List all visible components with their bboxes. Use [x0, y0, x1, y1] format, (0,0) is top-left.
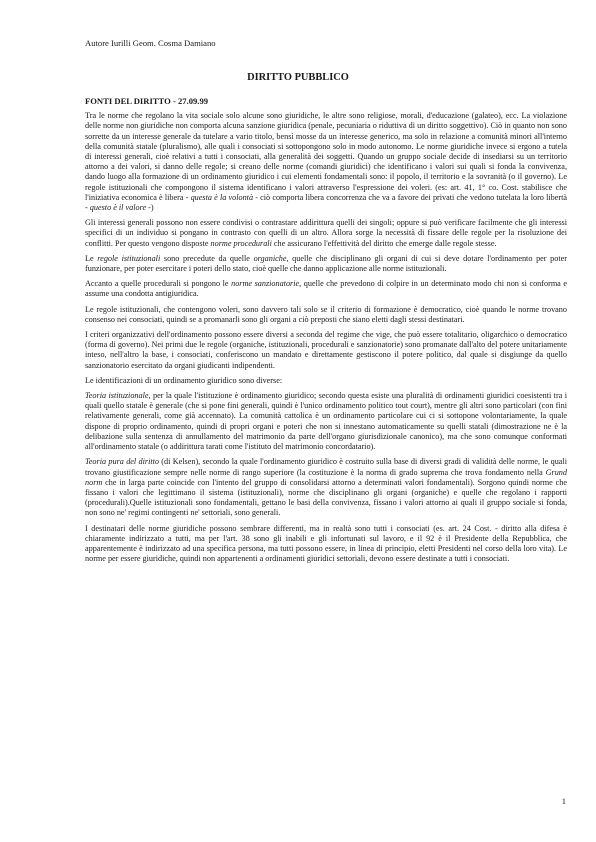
section-heading: FONTI DEL DIRITTO - 27.09.99 — [85, 96, 209, 106]
paragraph-destinatari — [85, 524, 567, 565]
author-header: Autore Iurilli Geom. Cosma Damiano — [85, 38, 216, 48]
italic-term: norme procedurali — [210, 238, 272, 248]
document-title: DIRITTO PUBBLICO — [247, 72, 349, 83]
text-run: I criteri organizzativi dell'ordinamento possono essere diversi a seconda del regime che vige, che può essere totalitario, oligarchico o democratico (forma di governo). Nei primi due le regole (organiche, istituzionali, procedurali e sanzionatorie) sono promanate dall'alto del potere unitariamente inteso, nell'altro la base, i consociati, conferiscono un mandato e direttamente gestiscono il potere politico, dal quale si disgiunge da quello sanzionatorio esercitato da organi giudicanti indipendenti. — [85, 330, 567, 370]
italic-term: Teoria pura del diritto — [85, 457, 159, 467]
page-number: 1 — [561, 796, 566, 806]
text-run: Le — [85, 253, 98, 263]
text-run: , quelle che disciplinano gli organi di cui si deve dotare l'ordinamento per poter funzionare, per poter esercitare i poteri dello stato, cioè quelle che danno applicazione alle norme istituzionali. — [85, 253, 567, 274]
text-run: Le identificazioni di un ordinamento giuridico sono diverse: — [85, 375, 283, 385]
italic-term: questa è la volontà — [190, 192, 254, 202]
italic-term: questo è il valore — [89, 203, 147, 213]
paragraph-criterio-democratico — [85, 305, 567, 325]
paragraph-identificazioni — [85, 376, 567, 386]
paragraph-norme-sanzionatorie — [85, 279, 567, 299]
paragraph-teoria-pura — [85, 457, 567, 518]
text-run: , quelle che prevedono di colpire in un determinato modo chi non si conforma e assume una condotta antigiuridica. — [85, 279, 568, 299]
text-run: Gli interessi generali possono non essere condivisi o contrastare addirittura quelli dei singoli; oppure si può verificare facilmente che gli interessi specifici di un individuo si pongano in contrasto con quelli di un altro. Allora sorge la necessità di fissare delle regole per la risoluzione dei conflitti. Per questo vengono disposte — [85, 218, 567, 248]
text-run: Accanto a quelle procedurali si pongono le — [85, 279, 232, 289]
document-body — [85, 96, 567, 569]
italic-term: Grund norm — [85, 467, 567, 487]
italic-term: organiche — [253, 253, 287, 263]
text-run: che assicurano l'effettività del diritto che emerge dalle regole stesse. — [271, 238, 497, 248]
text-run: (di Kelsen), secondo la quale l'ordinamento giuridico è costruito sulla base di diversi gradi di validità delle norme, le quali trovano giustificazione sempre nelle norme di rango superiore (la costituzione è la norma di grado suprema che trova fondamento nella — [85, 457, 567, 477]
italic-term: Teoria istituzionale — [85, 391, 149, 401]
text-run: I destinatari delle norme giuridiche possono sembrare differenti, ma in realtà sono tutti i consociati (es. art. 24 Cost. - diritto alla difesa è chiaramente indirizzato a tutti, ma per l'art. 38 sono gli inabili e gli infortunati sul lavoro, e il 92 è il Presidente della Repubblica, che apparentemente è indirizzato ad una specifica persona, ma tutti possono essere, in linea di principio, eletti Presidenti nel corso della loro vita). Le norme per essere giuridiche, quindi non appartenenti a ordinamenti giuridici settoriali, devono essere destinate a tutti i consociati. — [85, 523, 567, 564]
text-run: - ciò comporta libera concorrenza che va a favore dei privati che vedono tutelata la loro libertà - — [85, 192, 567, 213]
text-run: che in larga parte coincide con l'intento del gruppo di consolidarsi attorno a determinati valori fondamentali). Sorgono quindi norme che fissano i valori che legittimano il sistema (istituzionali), norme che disciplinano gli organi (organiche) e quelle che regolano i rapporti (procedurali).Quelle istituzionali sono fondamentali, gettano le basi della convivenza, fissano i valori attorno ai quali il gruppo sociale si fonda, non sono ne' regimi contingenti ne' settoriali, sono generali. — [85, 477, 567, 518]
italic-term: regole istituzionali — [97, 253, 161, 263]
paragraph-interessi-generali — [85, 218, 567, 249]
italic-term: norme sanzionatorie — [231, 279, 300, 289]
text-run: -) — [146, 203, 154, 213]
paragraph-teoria-istituzionale — [85, 391, 567, 452]
paragraph-norme-giuridiche — [85, 111, 567, 213]
text-run: sono precedute da quelle — [160, 253, 254, 263]
text-run: Tra le norme che regolano la vita sociale solo alcune sono giuridiche, le altre sono religiose, morali, d'educazione (galateo), ecc. La violazione delle norme non giuridiche non comporta alcuna sanzione giuridica (penale, pecuniaria o riduttiva di un diritto soggettivo). Ciò in quanto non sono sorrette da un interesse generale da tutelare a vario titolo, bensì mosse da un interesse generico, ma solo in relazione a comunità minori all'interno della comunità statale (pluralismo), alle quali i consociati si sottopongono solo in modo autonomo. Le norme giuridiche invece si ergono a tutela di interessi generali, cioè relativi a tutti i consociati, alla generalità dei soggetti. Quando un gruppo sociale decide di insediarsi su un territorio attorno a dei valori, si danno delle regole; si creano delle norme (comandi giuridici) che identificano i valori sui quali si fonda la convivenza, dando luogo alla formazione di un ordinamento giuridico i cui elementi fondamentali sono: il popolo, il territorio e la sovranità (o il governo). Le regole istituzionali che compongono il sistema identificano i valori attraverso l'espressione dei voleri. (es: art. 41, 1° co. Cost. stabilisce che l'iniziativa economica è libera - — [85, 111, 567, 202]
text-run: , per la quale l'istituzione è ordinamento giuridico; secondo questa esiste una pluralità di ordinamenti giuridici coesistenti tra i quali quello statale è generale (che si pone fini generali, quindi è l'unico ordinamento politico tout court), mentre gli altri sono particolari (con fini relativamente generali, come già accennato). La comunità cattolica è un ordinamento particolare cui ci si sottopone volontariamente, la quale dispone di proprio ordinamento, quindi di propri organi e poteri che non si innestano automaticamente su quelli statali (dimostrazione ne è la delibazione sulla sentenza di annullamento del matrimonio da parte dell'organo giurisdizionale canonico), ma che sono comunque conformati all'ordinamento statale (o addirittura tarati come l'istituto del matrimonio concordatario). — [85, 391, 567, 452]
paragraph-criteri-organizzativi — [85, 330, 567, 371]
text-run: Le regole istituzionali, che contengono voleri, sono davvero tali solo se il criterio di formazione è democratico, cioè quando le norme trovano consenso nei consociati, quindi se a promanarli sono gli organi a ciò preposti che siano eletti dagli stessi destinatari. — [85, 304, 567, 324]
paragraph-regole-istituzionali — [85, 254, 567, 274]
